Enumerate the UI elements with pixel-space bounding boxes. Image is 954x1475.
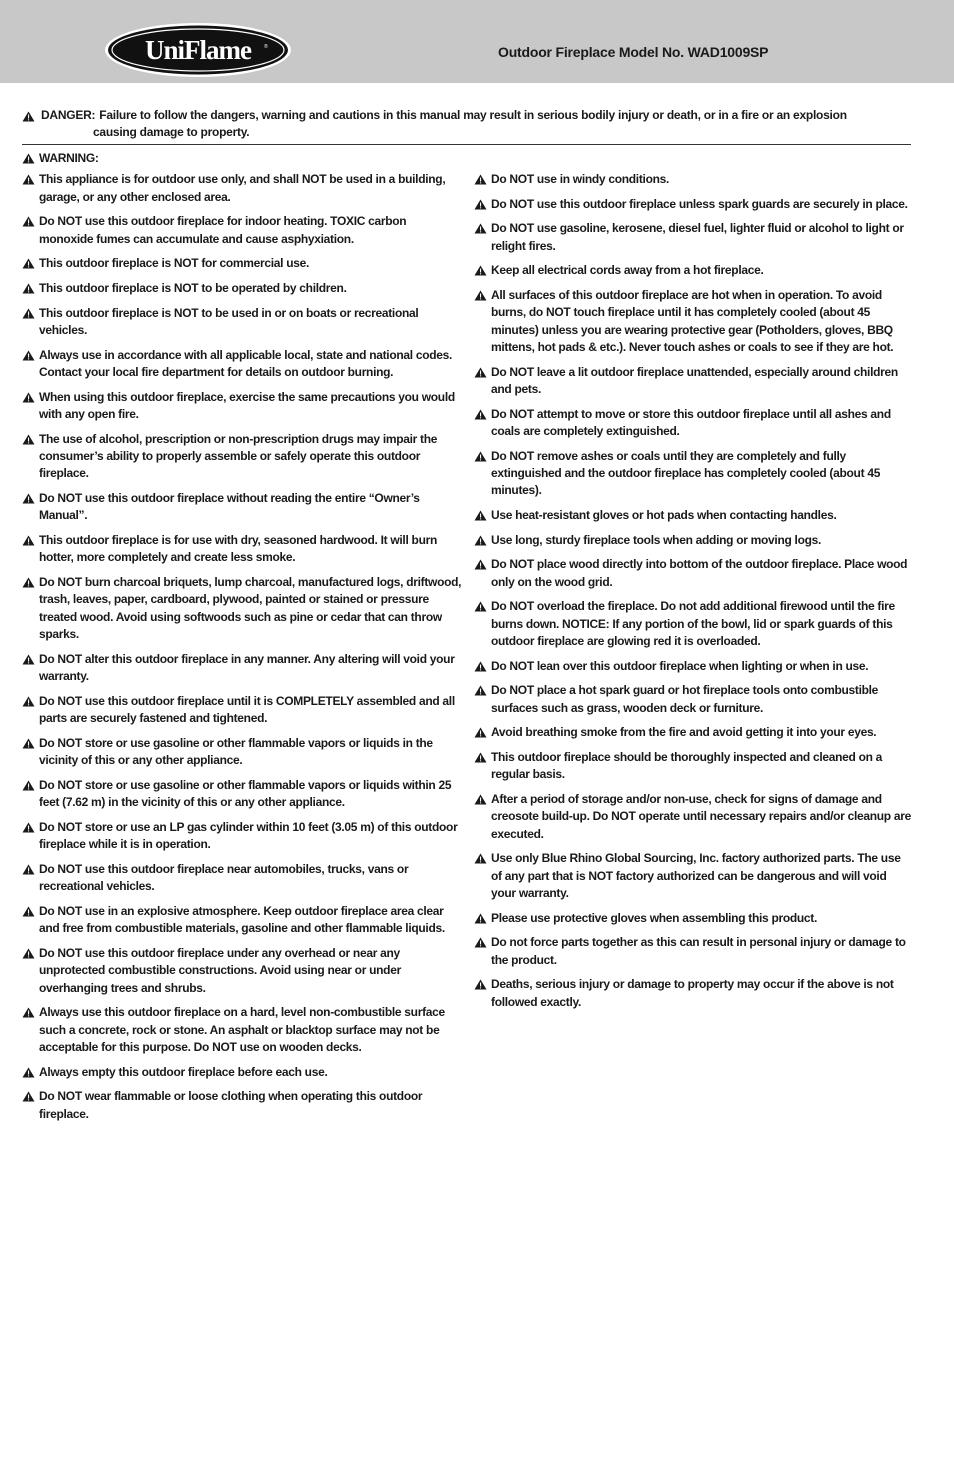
warning-item [22,861,462,896]
warning-triangle-icon [22,255,39,272]
warning-triangle-icon [22,305,39,322]
warning-item [22,945,462,997]
warning-item [22,171,462,206]
warning-item [474,556,914,591]
warning-item [474,910,914,927]
warning-item-text: All surfaces of this outdoor fireplace are hot when in operation. To avoid burns, do NOT touch fireplace until it has completely cooled (about 45 minutes) unless you are wearing protective gear (Potholders, gloves, BBQ mittens, hot pads & etc.). Never touch ashes or coals to see if they are hot. [491,287,894,354]
warning-item-text: Do NOT use gasoline, kerosene, diesel fuel, lighter fluid or alcohol to light or relight fires. [491,221,904,253]
warning-item [474,196,914,213]
warning-item [22,574,462,644]
warning-item-text: Do NOT use in windy conditions. [491,172,670,186]
warning-triangle-icon [474,682,491,699]
warning-item [22,532,462,567]
warning-item [474,364,914,399]
warning-item-text: Use long, sturdy fireplace tools when adding or moving logs. [491,532,822,547]
svg-text:UniFlame: UniFlame [145,35,251,65]
warning-heading [22,150,462,167]
warning-triangle-icon [474,448,491,465]
warning-triangle-icon [474,196,491,213]
warning-triangle-icon [22,945,39,962]
warning-item-text: Do NOT use this outdoor fireplace until it is COMPLETELY assembled and all parts are securely fastened and tightened. [39,693,455,726]
warning-triangle-icon [22,651,39,668]
warning-triangle-icon [22,777,39,794]
warning-triangle-icon [22,1004,39,1021]
warning-item [474,262,914,279]
warning-item [22,305,462,340]
warning-item-text: Use heat-resistant gloves or hot pads when contacting handles. [491,508,837,522]
warning-triangle-icon [474,406,491,423]
warning-item [22,1088,462,1123]
warning-item [22,1004,462,1056]
warning-triangle-icon [22,431,39,448]
warning-item-text: The use of alcohol, prescription or non-prescription drugs may impair the consumer’s ability to properly assemble or safely operate this outdoor fireplace. [39,431,438,481]
right-warning-column [474,171,914,1018]
warning-triangle-icon [474,658,491,675]
left-warning-list [22,171,462,1123]
warning-label: WARNING: [39,151,99,165]
warning-item-text: Do NOT remove ashes or coals until they are completely and fully extinguished and the outdoor fireplace has completely cooled (about 45 minutes). [491,448,881,498]
warning-item [22,903,462,938]
warning-item-text: Do NOT store or use gasoline or other flammable vapors or liquids in the vicinity of this or any other appliance. [39,735,433,768]
warning-triangle-icon [22,347,39,364]
warning-item-text: Do NOT use this outdoor fireplace for indoor heating. TOXIC carbon monoxide fumes can accumulate and cause asphyxiation. [39,214,407,246]
warning-item-text: Do NOT burn charcoal briquets, lump charcoal, manufactured logs, driftwood, trash, leaves, paper, cardboard, plywood, painted or stained or pressure treated wood. Avoid using softwoods such as pine or cedar that can throw sparks. [39,575,462,642]
warning-item-text: Do NOT store or use an LP gas cylinder within 10 feet (3.05 m) of this outdoor fireplace while it is in operation. [39,819,458,852]
warning-triangle-icon [22,389,39,406]
warning-item [474,598,914,650]
warning-item-text: This outdoor fireplace is for use with dry, seasoned hardwood. It will burn hotter, more completely and create less smoke. [39,533,437,565]
warning-triangle-icon [474,171,491,188]
warning-item [474,406,914,441]
warning-triangle-icon [22,819,39,836]
warning-item-text: Do NOT attempt to move or store this outdoor fireplace until all ashes and coals are completely extinguished. [491,406,891,438]
warning-triangle-icon [22,150,39,167]
warning-item [22,819,462,854]
warning-item-text: Do NOT use this outdoor fireplace near automobiles, trucks, vans or recreational vehicles. [39,861,409,894]
warning-item-text: Use only Blue Rhino Global Sourcing, Inc. factory authorized parts. The use of any part that is NOT factory authorized can be dangerous and will void your warranty. [491,851,901,900]
warning-triangle-icon [22,735,39,752]
warning-item-text: This outdoor fireplace is NOT to be used in or on boats or recreational vehicles. [39,305,419,337]
warning-item-text: After a period of storage and/or non-use, check for signs of damage and creosote build-up. Do NOT operate until necessary repairs and/or cleanup are executed. [491,791,911,841]
warning-triangle-icon [22,532,39,549]
warning-triangle-icon [22,1064,39,1081]
warning-item [474,171,914,188]
warning-triangle-icon [474,262,491,279]
warning-triangle-icon [474,507,491,524]
warning-item [474,749,914,784]
warning-item-text: Do not force parts together as this can result in personal injury or damage to the product. [491,935,906,967]
warning-item-text: Do NOT alter this outdoor fireplace in any manner. Any altering will void your warranty. [39,651,455,684]
warning-item [474,976,914,1011]
warning-item-text: Do NOT leave a lit outdoor fireplace unattended, especially around children and pets. [491,364,898,396]
warning-item-text: This outdoor fireplace should be thoroughly inspected and cleaned on a regular basis. [491,749,883,782]
warning-item-text: Please use protective gloves when assembling this product. [491,910,818,925]
svg-text:®: ® [264,44,268,50]
model-title: Outdoor Fireplace Model No. WAD1009SP [498,44,769,60]
divider [22,144,911,145]
uniflame-logo [104,22,292,78]
warning-item [474,532,914,549]
warning-item [22,280,462,297]
warning-triangle-icon [474,556,491,573]
warning-triangle-icon [474,910,491,927]
warning-item-text: Keep all electrical cords away from a hot fireplace. [491,263,764,278]
warning-triangle-icon [474,791,491,808]
warning-item-text: Do NOT store or use gasoline or other flammable vapors or liquids within 25 feet (7.62 m) in the vicinity of this or any other appliance. [39,777,452,810]
warning-item [22,693,462,728]
warning-item [474,791,914,843]
warning-item [22,777,462,812]
warning-item-text: Do NOT lean over this outdoor fireplace when lighting or when in use. [491,658,869,673]
warning-item-text: This outdoor fireplace is NOT to be operated by children. [39,281,347,295]
warning-item [22,213,462,248]
warning-item-text: Do NOT overload the fireplace. Do not add additional firewood until the fire burns down. NOTICE: If any portion of the bowl, lid or spark guards of this outdoor fireplace are glowing red it is overloaded. [491,599,895,648]
warning-item [22,347,462,382]
warning-item-text: Deaths, serious injury or damage to property may occur if the above is not followed exactly. [491,977,894,1009]
warning-triangle-icon [474,598,491,615]
warning-triangle-icon [22,574,39,591]
warning-item-text: Do NOT use this outdoor fireplace unless spark guards are securely in place. [491,196,908,211]
danger-notice [22,108,912,140]
warning-item [474,934,914,969]
warning-item-text: Do NOT wear flammable or loose clothing when operating this outdoor fireplace. [39,1089,423,1121]
warning-item [474,724,914,741]
warning-item [474,448,914,500]
warning-item [474,287,914,357]
warning-item-text: This outdoor fireplace is NOT for commercial use. [39,256,310,271]
page-header [0,0,954,83]
warning-triangle-icon [474,532,491,549]
warning-triangle-icon [474,724,491,741]
warning-triangle-icon [22,903,39,920]
warning-item-text: Avoid breathing smoke from the fire and avoid getting it into your eyes. [491,725,877,740]
danger-label: DANGER: [41,108,96,122]
warning-item [474,658,914,675]
warning-triangle-icon [474,850,491,867]
danger-text-continued: causing damage to property. [93,125,250,139]
warning-item [22,735,462,770]
warning-triangle-icon [22,108,39,125]
warning-item-text: Do NOT place a hot spark guard or hot fireplace tools onto combustible surfaces such as grass, wooden deck or furniture. [491,683,879,715]
warning-item-text: This appliance is for outdoor use only, and shall NOT be used in a building, garage, or any other enclosed area. [39,172,446,204]
warning-triangle-icon [474,287,491,304]
warning-triangle-icon [22,213,39,230]
warning-item-text: Always empty this outdoor fireplace before each use. [39,1064,328,1079]
warning-triangle-icon [474,934,491,951]
warning-item [22,651,462,686]
warning-item [22,490,462,525]
warning-triangle-icon [22,1088,39,1105]
warning-item [474,507,914,524]
warning-triangle-icon [22,490,39,507]
warning-triangle-icon [22,861,39,878]
warning-triangle-icon [474,976,491,993]
warning-item-text: Always use in accordance with all applicable local, state and national codes. Contact your local fire department for details on outdoor burning. [39,347,453,379]
right-warning-list [474,171,914,1011]
danger-text: Failure to follow the dangers, warning and cautions in this manual may result in serious bodily injury or death, or in a fire or an explosion [99,108,847,122]
warning-triangle-icon [22,280,39,297]
warning-triangle-icon [474,220,491,237]
warning-item-text: Do NOT use in an explosive atmosphere. Keep outdoor fireplace area clear and free from combustible materials, gasoline and other flammable liquids. [39,903,445,936]
warning-item-text: Always use this outdoor fireplace on a hard, level non-combustible surface such a concrete, rock or stone. An asphalt or blacktop surface may not be acceptable for this purpose. Do NOT use on wooden decks. [39,1005,445,1055]
warning-triangle-icon [22,171,39,188]
warning-item-text: When using this outdoor fireplace, exercise the same precautions you would with any open fire. [39,389,455,421]
warning-item-text: Do NOT use this outdoor fireplace without reading the entire “Owner’s Manual”. [39,491,420,523]
warning-item [474,850,914,902]
warning-item [474,682,914,717]
left-warning-column [22,150,462,1130]
warning-item [22,431,462,483]
warning-item-text: Do NOT place wood directly into bottom of the outdoor fireplace. Place wood only on the wood grid. [491,557,908,589]
warning-item-text: Do NOT use this outdoor fireplace under any overhead or near any unprotected combustible constructions. Avoid using near or under overhanging trees and shrubs. [39,945,401,995]
warning-item [22,389,462,424]
warning-triangle-icon [474,364,491,381]
warning-item [22,255,462,272]
warning-triangle-icon [22,693,39,710]
warning-triangle-icon [474,749,491,766]
warning-item [22,1064,462,1081]
warning-item [474,220,914,255]
